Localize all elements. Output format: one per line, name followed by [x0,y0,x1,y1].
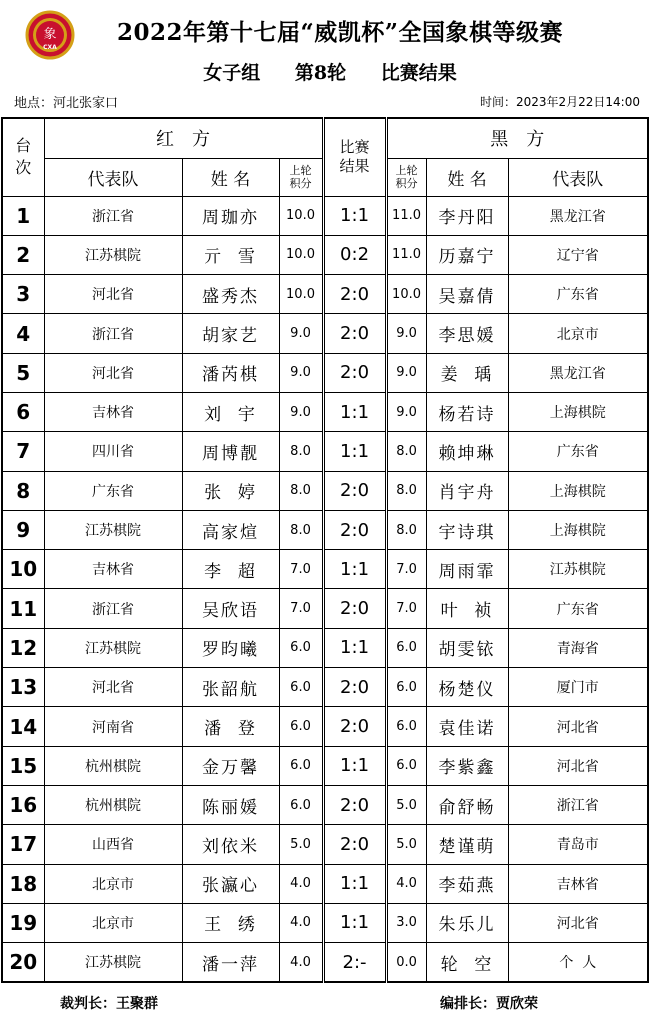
match-result: 1:1 [323,903,386,942]
table-row [2,785,648,824]
red-prev-points: 10.0 [279,196,323,235]
black-team: 吉林省 [508,864,648,903]
subtitle-label: 比赛结果 [380,62,457,84]
page-subtitle [0,58,650,85]
black-prev-points: 8.0 [386,471,426,510]
red-team: 吉林省 [44,550,182,589]
black-team: 上海棋院 [508,471,648,510]
black-player-name: 周雨霏 [426,550,508,589]
table-row [2,589,648,628]
match-result: 2:0 [323,353,386,392]
red-prev-points: 4.0 [279,864,323,903]
red-team: 北京市 [44,864,182,903]
red-prev-points: 9.0 [279,353,323,392]
red-player-name: 吴欣语 [182,589,279,628]
black-team: 上海棋院 [508,510,648,549]
red-prev-points: 4.0 [279,903,323,942]
table-number: 19 [2,903,44,942]
black-prev-points: 11.0 [386,196,426,235]
red-team: 河南省 [44,707,182,746]
red-prev-points: 6.0 [279,707,323,746]
black-prev-points: 5.0 [386,785,426,824]
table-row [2,550,648,589]
black-prev-points: 6.0 [386,707,426,746]
black-team: 黑龙江省 [508,196,648,235]
red-player-name: 张瀛心 [182,864,279,903]
table-row [2,864,648,903]
black-team: 广东省 [508,275,648,314]
table-number-header-label: 台 次 [15,136,32,178]
red-player-name: 罗昀曦 [182,628,279,667]
referee-label: 裁判长：王聚群 [60,996,158,1012]
table-row [2,628,648,667]
round-label: 第8轮 [294,62,347,84]
red-team: 山西省 [44,825,182,864]
group-label: 女子组 [203,62,261,84]
black-player-name: 肖宇舟 [426,471,508,510]
result-header-label: 比赛 结果 [339,138,370,176]
red-prev-points: 9.0 [279,314,323,353]
red-prev-points: 6.0 [279,785,323,824]
match-result: 1:1 [323,196,386,235]
red-player-name: 周博靓 [182,432,279,471]
black-prev-points: 6.0 [386,628,426,667]
prev-points-header-label: 上轮 积分 [395,164,418,190]
red-prev-points: 5.0 [279,825,323,864]
table-number: 3 [2,275,44,314]
black-player-name: 杨楚仪 [426,668,508,707]
table-row [2,825,648,864]
red-player-name: 李 超 [182,550,279,589]
red-prev-points: 10.0 [279,275,323,314]
black-name-header: 姓 名 [426,158,508,196]
match-result: 1:1 [323,864,386,903]
black-team: 江苏棋院 [508,550,648,589]
red-player-name: 周珈亦 [182,196,279,235]
black-prev-points: 10.0 [386,275,426,314]
black-player-name: 轮 空 [426,943,508,982]
red-team: 江苏棋院 [44,510,182,549]
red-prev-points: 6.0 [279,668,323,707]
black-prev-points: 5.0 [386,825,426,864]
match-result: 2:0 [323,589,386,628]
red-player-name: 张韶航 [182,668,279,707]
red-prev-points: 10.0 [279,235,323,274]
red-team: 四川省 [44,432,182,471]
red-name-header: 姓 名 [182,158,279,196]
table-row [2,903,648,942]
table-row [2,707,648,746]
red-team: 浙江省 [44,589,182,628]
black-player-name: 赖坤琳 [426,432,508,471]
black-team: 上海棋院 [508,392,648,431]
black-prev-points: 6.0 [386,668,426,707]
table-number: 15 [2,746,44,785]
arbiter-label: 编排长：贾欣荣 [440,996,538,1012]
table-row [2,353,648,392]
black-team: 辽宁省 [508,235,648,274]
red-team: 广东省 [44,471,182,510]
table-number: 2 [2,235,44,274]
table-number: 4 [2,314,44,353]
black-team-header: 代表队 [508,158,648,196]
red-player-name: 高家煊 [182,510,279,549]
table-number: 8 [2,471,44,510]
red-team: 北京市 [44,903,182,942]
table-row [2,235,648,274]
table-number: 7 [2,432,44,471]
black-team: 河北省 [508,707,648,746]
black-prev-points: 0.0 [386,943,426,982]
black-player-name: 吴嘉倩 [426,275,508,314]
black-prev-points: 8.0 [386,432,426,471]
black-player-name: 宇诗琪 [426,510,508,549]
red-team-header: 代表队 [44,158,182,196]
black-player-name: 叶 祯 [426,589,508,628]
location-label: 地点：河北张家口 [14,96,119,111]
table-number: 17 [2,825,44,864]
red-player-name: 张 婷 [182,471,279,510]
black-player-name: 历嘉宁 [426,235,508,274]
black-team: 广东省 [508,432,648,471]
match-result: 2:0 [323,825,386,864]
red-player-name: 潘 登 [182,707,279,746]
black-side-header: 黑方 [386,118,648,158]
red-side-header: 红方 [44,118,323,158]
black-player-name: 杨若诗 [426,392,508,431]
black-player-name: 李紫鑫 [426,746,508,785]
red-team: 江苏棋院 [44,943,182,982]
red-team: 河北省 [44,668,182,707]
match-result: 2:0 [323,707,386,746]
red-player-name: 潘一萍 [182,943,279,982]
svg-text:象: 象 [43,27,57,42]
black-player-name: 胡雯铱 [426,628,508,667]
red-player-name: 陈丽媛 [182,785,279,824]
black-player-name: 袁佳诺 [426,707,508,746]
match-result: 2:0 [323,314,386,353]
black-prev-points: 4.0 [386,864,426,903]
table-number: 14 [2,707,44,746]
red-team: 河北省 [44,353,182,392]
black-player-name: 姜 瑀 [426,353,508,392]
black-prev-points: 11.0 [386,235,426,274]
match-result: 0:2 [323,235,386,274]
red-team: 江苏棋院 [44,235,182,274]
red-player-name: 亓 雪 [182,235,279,274]
black-team: 厦门市 [508,668,648,707]
match-result: 1:1 [323,746,386,785]
table-number: 6 [2,392,44,431]
black-team: 北京市 [508,314,648,353]
black-prev-points: 9.0 [386,353,426,392]
red-player-name: 刘 宇 [182,392,279,431]
black-team: 青岛市 [508,825,648,864]
black-team: 河北省 [508,903,648,942]
page-title: 2022年第十七届“威凯杯”全国象棋等级赛 [117,19,563,46]
black-player-name: 楚谨萌 [426,825,508,864]
red-prev-points: 7.0 [279,589,323,628]
red-prev-points: 9.0 [279,392,323,431]
black-prev-points: 3.0 [386,903,426,942]
time-label: 时间：2023年2月22日14:00 [479,95,640,109]
black-points-header [386,158,426,196]
black-prev-points: 8.0 [386,510,426,549]
black-player-name: 朱乐儿 [426,903,508,942]
table-number: 12 [2,628,44,667]
red-prev-points: 8.0 [279,471,323,510]
black-player-name: 李丹阳 [426,196,508,235]
table-row [2,746,648,785]
red-team: 浙江省 [44,196,182,235]
table-number: 13 [2,668,44,707]
red-player-name: 刘依米 [182,825,279,864]
match-result: 2:0 [323,471,386,510]
red-team: 浙江省 [44,314,182,353]
table-row [2,392,648,431]
table-row [2,510,648,549]
black-prev-points: 9.0 [386,392,426,431]
red-team: 吉林省 [44,392,182,431]
table-number: 9 [2,510,44,549]
black-team: 青海省 [508,628,648,667]
red-points-header [279,158,323,196]
black-team: 黑龙江省 [508,353,648,392]
table-row [2,314,648,353]
red-team: 河北省 [44,275,182,314]
red-team: 杭州棋院 [44,785,182,824]
match-result: 2:0 [323,510,386,549]
black-player-name: 李茹燕 [426,864,508,903]
table-number: 20 [2,943,44,982]
table-row [2,471,648,510]
red-prev-points: 8.0 [279,510,323,549]
table-number: 11 [2,589,44,628]
black-prev-points: 6.0 [386,746,426,785]
match-result: 2:0 [323,668,386,707]
black-player-name: 李思媛 [426,314,508,353]
red-player-name: 王 绣 [182,903,279,942]
table-row [2,196,648,235]
table-row [2,432,648,471]
match-result: 1:1 [323,392,386,431]
match-result: 2:0 [323,275,386,314]
result-header [323,118,386,196]
red-team: 江苏棋院 [44,628,182,667]
table-number: 1 [2,196,44,235]
match-result: 1:1 [323,628,386,667]
red-prev-points: 6.0 [279,628,323,667]
black-player-name: 俞舒畅 [426,785,508,824]
match-result: 1:1 [323,550,386,589]
black-team: 浙江省 [508,785,648,824]
red-prev-points: 4.0 [279,943,323,982]
red-prev-points: 6.0 [279,746,323,785]
table-number: 5 [2,353,44,392]
match-result: 1:1 [323,432,386,471]
red-player-name: 盛秀杰 [182,275,279,314]
red-team: 杭州棋院 [44,746,182,785]
black-prev-points: 9.0 [386,314,426,353]
red-player-name: 胡家艺 [182,314,279,353]
black-prev-points: 7.0 [386,550,426,589]
table-number-header [2,118,44,196]
red-player-name: 金万馨 [182,746,279,785]
match-result: 2:- [323,943,386,982]
table-number: 10 [2,550,44,589]
red-prev-points: 7.0 [279,550,323,589]
black-team: 广东省 [508,589,648,628]
table-row [2,668,648,707]
results-table [1,117,649,983]
black-prev-points: 7.0 [386,589,426,628]
black-team: 个 人 [508,943,648,982]
table-row [2,275,648,314]
red-prev-points: 8.0 [279,432,323,471]
svg-text:CXA: CXA [43,44,57,51]
prev-points-header-label: 上轮 积分 [289,164,312,190]
match-result: 2:0 [323,785,386,824]
black-team: 河北省 [508,746,648,785]
table-number: 16 [2,785,44,824]
table-row [2,943,648,982]
table-number: 18 [2,864,44,903]
red-player-name: 潘芮棋 [182,353,279,392]
